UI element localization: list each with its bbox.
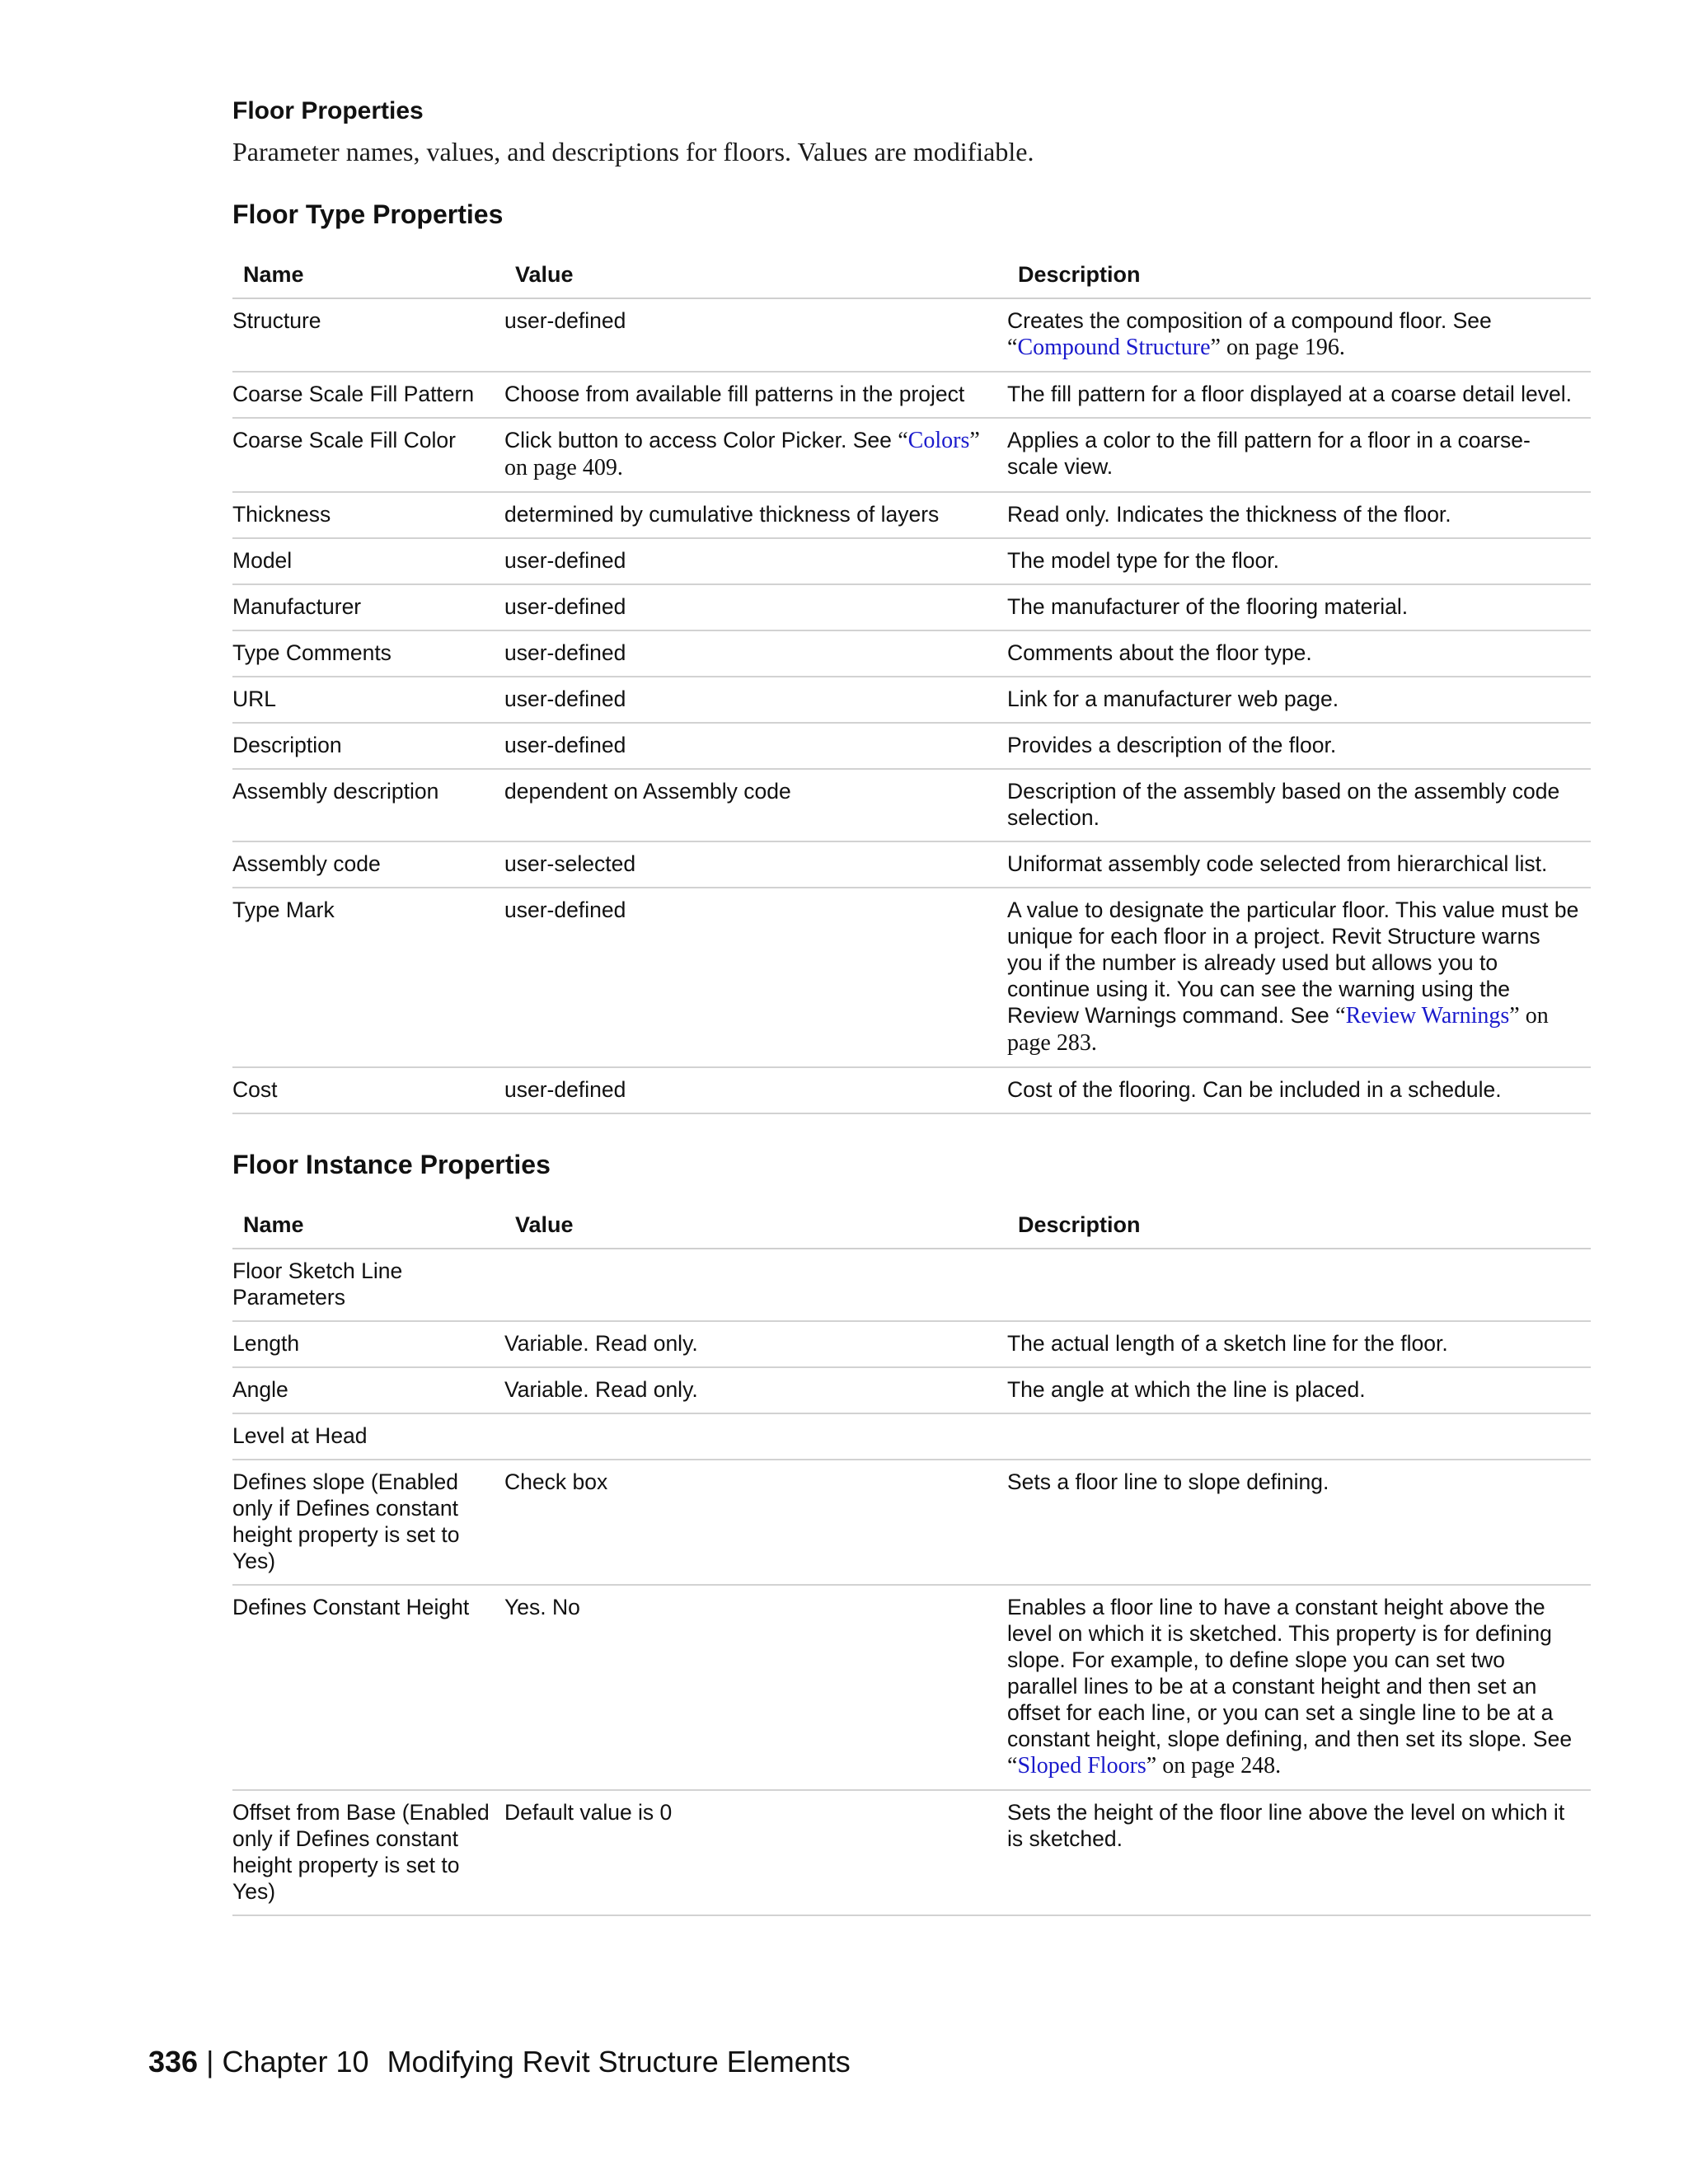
cell-value	[504, 888, 1007, 1067]
cell-description	[1007, 841, 1591, 888]
cell-name	[232, 492, 504, 538]
column-header-value: Value	[504, 1212, 1007, 1249]
cell-text: Read only. Indicates the thickness of the floor.	[1007, 502, 1451, 527]
cell-text: Assembly description	[232, 779, 439, 804]
cell-description	[1007, 1249, 1591, 1321]
cell-text: Description	[232, 733, 342, 757]
cell-description	[1007, 630, 1591, 677]
cell-name	[232, 630, 504, 677]
cell-text: Coarse Scale Fill Pattern	[232, 382, 475, 406]
cell-text: Enables a floor line to have a constant height above the level on which it is sketched. This property is for defining slope. For example, to define slope you can set two parallel lines to be at a constant height and then set an offset for each line, or you can set a single line to be at a constant height, slope defining, and then set its slope. See	[1007, 1595, 1573, 1751]
cell-name	[232, 1585, 504, 1790]
table-row	[232, 372, 1591, 418]
cell-value	[504, 1321, 1007, 1367]
cell-text: Length	[232, 1331, 300, 1356]
cell-value	[504, 298, 1007, 372]
cell-name	[232, 769, 504, 841]
table-row	[232, 1321, 1591, 1367]
cell-value	[504, 1067, 1007, 1113]
cell-text: user-defined	[504, 640, 626, 665]
cell-text: user-defined	[504, 594, 626, 619]
cell-text: user-defined	[504, 308, 626, 333]
cell-value	[504, 538, 1007, 584]
table-row	[232, 769, 1591, 841]
cell-name	[232, 372, 504, 418]
cell-description	[1007, 677, 1591, 723]
cell-text: user-defined	[504, 1077, 626, 1102]
cell-text: Comments about the floor type.	[1007, 640, 1312, 665]
cell-text: Structure	[232, 308, 321, 333]
column-header-value: Value	[504, 261, 1007, 298]
cell-text: The actual length of a sketch line for the floor.	[1007, 1331, 1448, 1356]
cell-text: Type Mark	[232, 898, 335, 922]
table-row	[232, 418, 1591, 492]
table-row	[232, 538, 1591, 584]
cell-name	[232, 1413, 504, 1460]
cell-description	[1007, 1367, 1591, 1413]
cross-reference-link[interactable]: Sloped Floors	[1017, 1753, 1146, 1779]
cross-reference: “Review Warnings” on page 283.	[1007, 1003, 1549, 1056]
cell-text: URL	[232, 687, 277, 711]
section-intro: Parameter names, values, and descriptions for floors. Values are modifiable.	[232, 137, 1034, 166]
type-properties-table	[232, 261, 1591, 1114]
cell-description	[1007, 1413, 1591, 1460]
cross-reference: “Sloped Floors” on page 248.	[1007, 1753, 1282, 1779]
cell-name	[232, 1460, 504, 1585]
table-header-row	[232, 1212, 1591, 1249]
cell-description	[1007, 1790, 1591, 1915]
cell-text: Offset from Base (Enabled only if Defines constant height property is set to Yes)	[232, 1800, 490, 1904]
cell-text: Uniformat assembly code selected from hierarchical list.	[1007, 851, 1548, 876]
cross-reference-link[interactable]: Review Warnings	[1345, 1003, 1510, 1029]
cell-description	[1007, 372, 1591, 418]
cell-text: Creates the composition of a compound floor. See	[1007, 308, 1492, 333]
cell-name	[232, 888, 504, 1067]
cell-text: Assembly code	[232, 851, 381, 876]
cell-text: Floor Sketch Line Parameters	[232, 1258, 403, 1310]
cell-name	[232, 1790, 504, 1915]
cell-description	[1007, 1585, 1591, 1790]
page-footer	[148, 2044, 851, 2080]
cell-description	[1007, 492, 1591, 538]
cell-text: Thickness	[232, 502, 331, 527]
cell-text: Type Comments	[232, 640, 392, 665]
table-row	[232, 841, 1591, 888]
table-row	[232, 1413, 1591, 1460]
cell-name	[232, 538, 504, 584]
cell-text: user-defined	[504, 898, 626, 922]
cell-description	[1007, 298, 1591, 372]
page-reference: on page 196.	[1220, 335, 1345, 360]
page-number: 336	[148, 2045, 199, 2079]
instance-table-body	[232, 1249, 1591, 1915]
cell-value	[504, 1585, 1007, 1790]
document-page	[232, 95, 1591, 1916]
cell-text: Provides a description of the floor.	[1007, 733, 1337, 757]
instance-table-title: Floor Instance Properties	[232, 1150, 551, 1179]
cell-text: Manufacturer	[232, 594, 362, 619]
cell-text: Defines slope (Enabled only if Defines constant height property is set to Yes)	[232, 1469, 460, 1573]
cell-value	[504, 723, 1007, 769]
cell-text: Choose from available fill patterns in the project	[504, 382, 965, 406]
cell-text: Sets the height of the floor line above the level on which it is sketched.	[1007, 1800, 1565, 1851]
cell-text: The manufacturer of the flooring material.	[1007, 594, 1409, 619]
cell-description	[1007, 723, 1591, 769]
cell-value	[504, 677, 1007, 723]
cell-description	[1007, 888, 1591, 1067]
table-row	[232, 677, 1591, 723]
cell-description	[1007, 1460, 1591, 1585]
cross-reference-link[interactable]: Compound Structure	[1017, 335, 1211, 360]
cell-description	[1007, 538, 1591, 584]
cell-text: Variable. Read only.	[504, 1377, 698, 1402]
cell-name	[232, 1367, 504, 1413]
page-reference: on page 248.	[1156, 1753, 1282, 1779]
type-table-body	[232, 298, 1591, 1113]
chapter-title: Modifying Revit Structure Elements	[387, 2045, 851, 2079]
cell-value	[504, 1367, 1007, 1413]
column-header-name: Name	[232, 1212, 504, 1249]
cell-name	[232, 1321, 504, 1367]
cell-text: Variable. Read only.	[504, 1331, 698, 1356]
table-header-row	[232, 261, 1591, 298]
cell-text: Description of the assembly based on the assembly code selection.	[1007, 779, 1560, 830]
table-row	[232, 1460, 1591, 1585]
cell-name	[232, 723, 504, 769]
cell-text: user-selected	[504, 851, 636, 876]
table-row	[232, 723, 1591, 769]
cell-name	[232, 298, 504, 372]
instance-properties-table	[232, 1212, 1591, 1916]
cell-value	[504, 841, 1007, 888]
cell-value	[504, 769, 1007, 841]
cell-value	[504, 1249, 1007, 1321]
cell-text: Defines Constant Height	[232, 1595, 470, 1619]
column-header-description: Description	[1007, 1212, 1591, 1249]
cell-text: user-defined	[504, 548, 626, 573]
cell-text: Applies a color to the fill pattern for a floor in a coarse-scale view.	[1007, 428, 1531, 479]
table-row	[232, 584, 1591, 630]
cross-reference: “Compound Structure” on page 196.	[1007, 335, 1345, 360]
table-row	[232, 1367, 1591, 1413]
chapter-label: Chapter 10	[222, 2045, 369, 2079]
cell-text: A value to designate the particular floor. This value must be unique for each floor in a project. Revit Structure warns you if the number is already used but allows you to continue using it. You can see the warning using the Review Warnings command. See	[1007, 898, 1579, 1028]
cell-text: Default value is 0	[504, 1800, 673, 1825]
table-row	[232, 1249, 1591, 1321]
cell-text: Cost of the flooring. Can be included in a schedule.	[1007, 1077, 1502, 1102]
cell-description	[1007, 584, 1591, 630]
cell-text: Coarse Scale Fill Color	[232, 428, 456, 452]
cell-text: Model	[232, 548, 293, 573]
column-header-name: Name	[232, 261, 504, 298]
cell-text: Angle	[232, 1377, 288, 1402]
cell-text: user-defined	[504, 733, 626, 757]
cell-name	[232, 418, 504, 492]
cell-description	[1007, 1321, 1591, 1367]
table-row	[232, 298, 1591, 372]
cell-text: determined by cumulative thickness of layers	[504, 502, 940, 527]
cell-text: The model type for the floor.	[1007, 548, 1279, 573]
cell-name	[232, 1249, 504, 1321]
type-table-title: Floor Type Properties	[232, 199, 504, 229]
cell-name	[232, 1067, 504, 1113]
table-row	[232, 1585, 1591, 1790]
page-reference: on page 409.	[504, 455, 623, 480]
cell-value	[504, 1413, 1007, 1460]
cell-name	[232, 677, 504, 723]
cell-text: user-defined	[504, 687, 626, 711]
section-title: Floor Properties	[232, 97, 424, 124]
cell-text: dependent on Assembly code	[504, 779, 791, 804]
table-row	[232, 492, 1591, 538]
page-reference: on page 283.	[1007, 1003, 1549, 1056]
cell-text: Yes. No	[504, 1595, 580, 1619]
cell-text: Link for a manufacturer web page.	[1007, 687, 1339, 711]
cross-reference: “Colors” on page 409.	[504, 428, 980, 480]
cell-text: Level at Head	[232, 1423, 368, 1448]
cell-value	[504, 492, 1007, 538]
cell-description	[1007, 1067, 1591, 1113]
cell-value	[504, 372, 1007, 418]
cell-text: The angle at which the line is placed.	[1007, 1377, 1366, 1402]
table-row	[232, 630, 1591, 677]
table-row	[232, 888, 1591, 1067]
table-row	[232, 1790, 1591, 1915]
cell-value	[504, 1460, 1007, 1585]
cell-value	[504, 1790, 1007, 1915]
cell-text: Sets a floor line to slope defining.	[1007, 1469, 1329, 1494]
cell-text: Cost	[232, 1077, 278, 1102]
cross-reference-link[interactable]: Colors	[907, 428, 970, 453]
cell-text: Click button to access Color Picker. See	[504, 428, 892, 452]
cell-name	[232, 841, 504, 888]
cell-description	[1007, 418, 1591, 492]
cell-text: The fill pattern for a floor displayed at a coarse detail level.	[1007, 382, 1572, 406]
column-header-description: Description	[1007, 261, 1591, 298]
cell-description	[1007, 769, 1591, 841]
table-row	[232, 1067, 1591, 1113]
cell-name	[232, 584, 504, 630]
cell-value	[504, 584, 1007, 630]
cell-value	[504, 418, 1007, 492]
cell-text: Check box	[504, 1469, 608, 1494]
cell-value	[504, 630, 1007, 677]
footer-separator: |	[206, 2045, 214, 2079]
